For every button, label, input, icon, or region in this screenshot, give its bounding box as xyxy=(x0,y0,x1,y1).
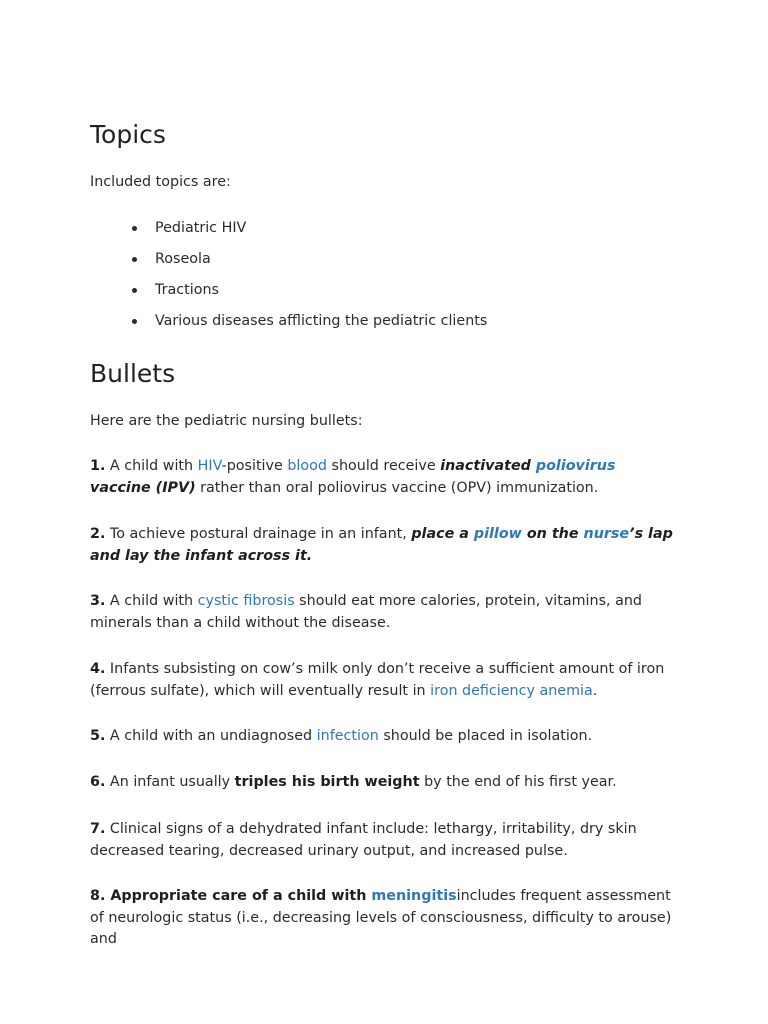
list-item: Pediatric HIV xyxy=(90,218,680,249)
list-item: Various diseases afflicting the pediatric clients xyxy=(90,311,680,342)
bullet-item-3: 3. A child with cystic fibrosis should eat more calories, protein, vitamins, and minerals than a child without the disease. xyxy=(90,593,643,631)
bullet-dot-icon xyxy=(132,226,137,231)
topics-heading: Topics xyxy=(90,120,166,149)
bullet-item-4: 4. Infants subsisting on cow’s milk only don’t receive a sufficient amount of iron (ferrous sulfate), which will eventually result in iron deficiency anemia. xyxy=(90,661,665,699)
bullet-item-2: 2. To achieve postural drainage in an infant, place a pillow on the nurse’s lap and lay the infant across it. xyxy=(90,526,673,564)
link-meningitis[interactable]: meningitis xyxy=(371,888,457,904)
topics-intro: Included topics are: xyxy=(90,174,231,190)
bullet-dot-icon xyxy=(132,288,137,293)
bullets-intro: Here are the pediatric nursing bullets: xyxy=(90,413,363,429)
link-blood[interactable]: blood xyxy=(287,458,327,474)
link-hiv[interactable]: HIV xyxy=(197,458,222,474)
bullet-dot-icon xyxy=(132,319,137,324)
list-item: Tractions xyxy=(90,280,680,311)
bullets-heading: Bullets xyxy=(90,359,176,388)
list-item: Roseola xyxy=(90,249,680,280)
bullet-item-8: 8. Appropriate care of a child with meningitisincludes frequent assessment of neurologic status (i.e., decreasing levels of consciousness, difficulty to arouse) and xyxy=(90,888,672,947)
bullet-item-5: 5. A child with an undiagnosed infection should be placed in isolation. xyxy=(90,728,593,744)
link-infection[interactable]: infection xyxy=(316,728,379,744)
bullet-item-6: 6. An infant usually triples his birth weight by the end of his first year. xyxy=(90,774,617,790)
link-pillow[interactable]: pillow xyxy=(473,526,522,542)
link-iron-deficiency-anemia[interactable]: iron deficiency anemia xyxy=(430,682,593,699)
bullet-item-1: 1. A child with HIV-positive blood should receive inactivated poliovirus vaccine (IPV) rather than oral poliovirus vaccine (OPV) immunization. xyxy=(90,458,616,496)
link-cystic-fibrosis[interactable]: cystic fibrosis xyxy=(197,593,295,609)
topics-list xyxy=(90,218,680,342)
bullet-item-7: 7. Clinical signs of a dehydrated infant include: lethargy, irritability, dry skin decreased tearing, decreased urinary output, and increased pulse. xyxy=(90,821,637,859)
link-poliovirus[interactable]: poliovirus xyxy=(535,458,616,474)
bullet-dot-icon xyxy=(132,257,137,262)
link-nurse[interactable]: nurse xyxy=(583,526,630,542)
